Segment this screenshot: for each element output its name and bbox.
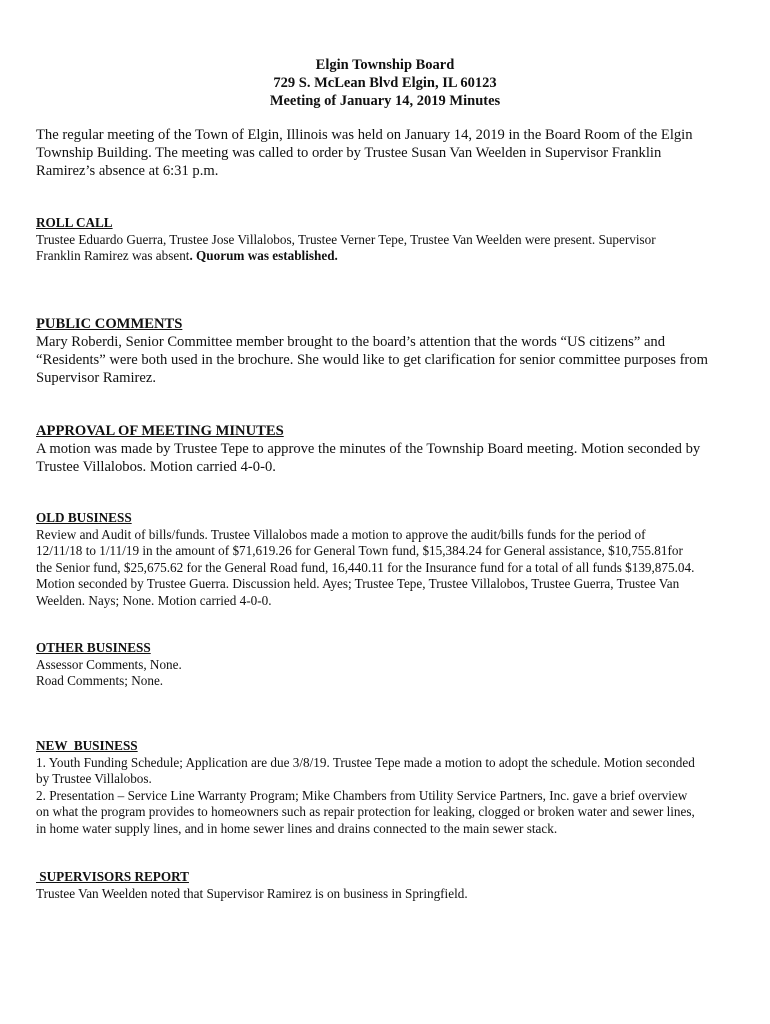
other-business-heading: OTHER BUSINESS [36,640,151,655]
intro-line: Ramirez’s absence at 6:31 p.m. [36,163,219,179]
approval-line: A motion was made by Trustee Tepe to approve the minutes of the Township Board meeting. Motion seconded by [36,441,701,457]
intro-paragraph [36,126,736,180]
header-address: 729 S. McLean Blvd Elgin, IL 60123 [273,75,497,91]
roll-call-section [36,215,736,265]
old-business-line: Motion seconded by Trustee Guerra. Discussion held. Ayes; Trustee Tepe, Trustee Villalobos, Trustee Guerra, Trustee Van [36,576,680,591]
public-comments-section [36,315,736,387]
old-business-line: Review and Audit of bills/funds. Trustee Villalobos made a motion to approve the audit/bills funds for the period of [36,526,646,542]
old-business-section [36,510,736,609]
intro-line: The regular meeting of the Town of Elgin, Illinois was held on January 14, 2019 in the Board Room of the Elgin [36,127,693,143]
quorum-text: . Quorum was established. [189,248,338,263]
new-business-line: 2. Presentation – Service Line Warranty Program; Mike Chambers from Utility Service Partners, Inc. gave a brief overview [36,787,688,803]
public-comments-line: Mary Roberdi, Senior Committee member brought to the board’s attention that the words “US citizens” and [36,334,666,350]
other-business-line: Road Comments; None. [36,673,164,688]
public-comments-line: Supervisor Ramirez. [36,370,156,386]
intro-line: Township Building. The meeting was called to order by Trustee Susan Van Weelden in Supervisor Franklin [36,145,662,161]
old-business-line: the Senior fund, $25,675.62 for the General Road fund, 16,440.11 for the Insurance fund for a total of all funds $139,875.04. [36,559,695,575]
approval-section [36,422,736,476]
old-business-line: Weelden. Nays; None. Motion carried 4-0-0. [36,592,272,608]
header-meeting-date: Meeting of January 14, 2019 Minutes [269,93,501,109]
public-comments-line: “Residents” were both used in the brochure. She would like to get clarification for senior committee purposes from [36,352,708,368]
roll-call-heading: ROLL CALL [36,215,113,230]
public-comments-heading: PUBLIC COMMENTS [36,316,183,332]
new-business-line: on what the program provides to homeowners such as repair protection for leaking, clogged or broken water and sewer lines, [36,804,695,819]
supervisors-report-section [36,869,736,902]
supervisors-report-line: Trustee Van Weelden noted that Supervisor Ramirez is on business in Springfield. [36,885,468,901]
roll-call-line: Trustee Eduardo Guerra, Trustee Jose Villalobos, Trustee Verner Tepe, Trustee Van Weelden were present. Supervisor [36,231,656,247]
supervisors-report-heading: SUPERVISORS REPORT [36,869,189,884]
new-business-line: by Trustee Villalobos. [36,771,152,786]
old-business-line: 12/11/18 to 1/11/19 in the amount of $71,619.26 for General Town fund, $15,384.24 for General assistance, $10,755.81for [36,543,683,558]
header-title: Elgin Township Board [315,57,455,73]
new-business-heading: NEW BUSINESS [36,738,138,753]
new-business-line: 1. Youth Funding Schedule; Application are due 3/8/19. Trustee Tepe made a motion to adopt the schedule. Motion seconded [36,754,695,770]
approval-line: Trustee Villalobos. Motion carried 4-0-0. [36,459,276,475]
approval-heading: APPROVAL OF MEETING MINUTES [36,423,284,439]
roll-call-absent-text: Franklin Ramirez was absent [36,248,190,263]
other-business-line: Assessor Comments, None. [36,656,182,672]
old-business-heading: OLD BUSINESS [36,510,132,525]
new-business-section [36,738,736,837]
roll-call-line [36,248,736,265]
other-business-section [36,640,736,690]
document-header [0,56,770,110]
new-business-line: in home water supply lines, and in home sewer lines and drains connected to the main sewer stack. [36,820,558,836]
